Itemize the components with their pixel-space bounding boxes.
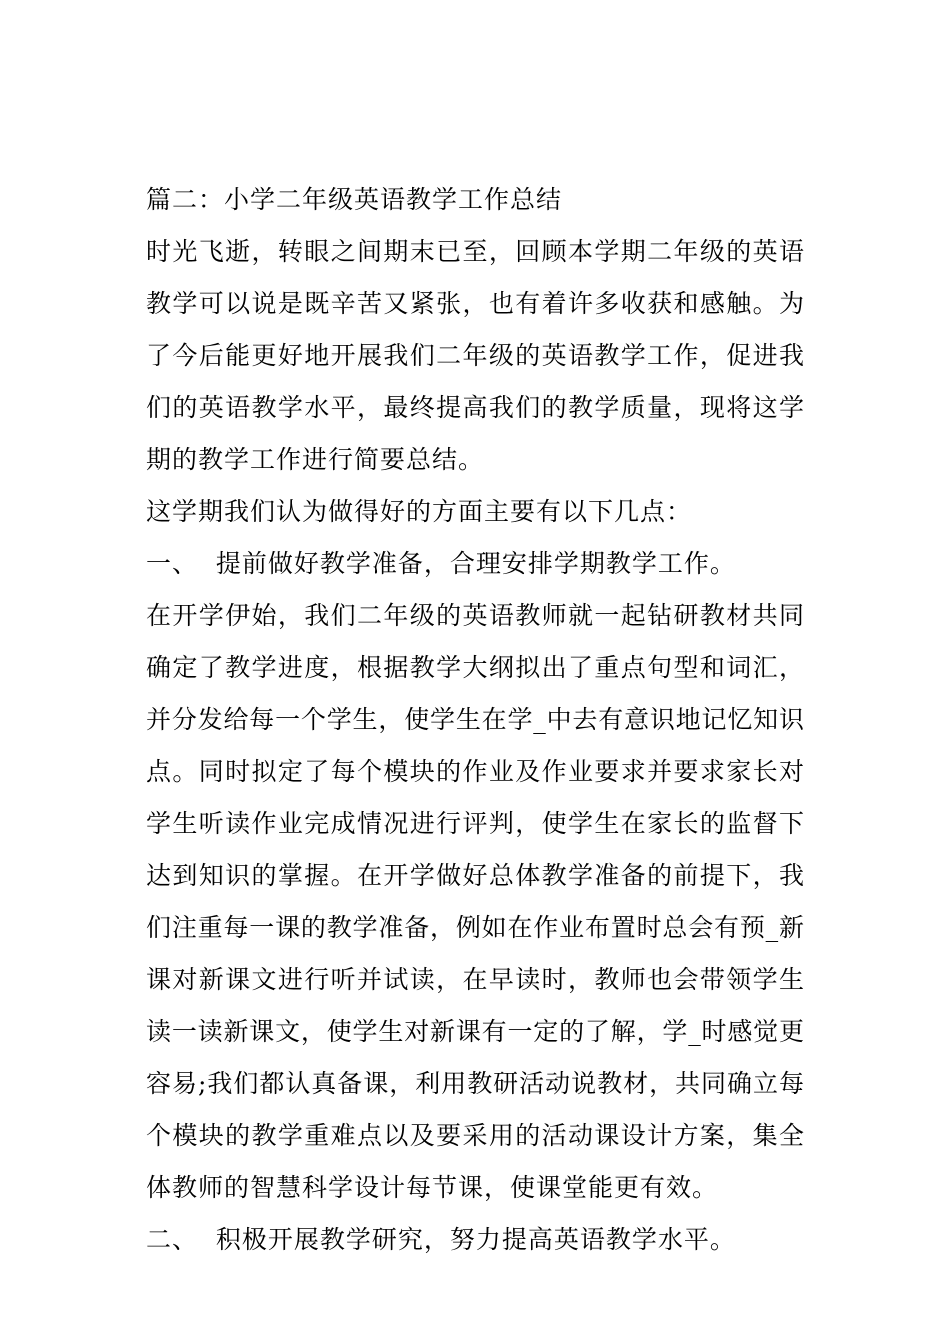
paragraph-line: 们注重每一课的教学准备，例如在作业布置时总会有预_新 xyxy=(146,913,804,942)
paragraph-line: 体教师的智慧科学设计每节课，使课堂能更有效。 xyxy=(146,1173,719,1202)
paragraph-line: 这学期我们认为做得好的方面主要有以下几点： xyxy=(146,497,693,526)
paragraph-line: 在开学伊始，我们二年级的英语教师就一起钻研教材共同 xyxy=(146,601,804,630)
paragraph-line: 个模块的教学重难点以及要采用的活动课设计方案，集全 xyxy=(146,1121,804,1150)
paragraph-line: 们的英语教学水平，最终提高我们的教学质量，现将这学 xyxy=(146,393,804,422)
section-heading: 二、 积极开展教学研究，努力提高英语教学水平。 xyxy=(146,1225,736,1254)
paragraph-line: 达到知识的掌握。在开学做好总体教学准备的前提下，我 xyxy=(146,861,804,890)
paragraph-line: 期的教学工作进行简要总结。 xyxy=(146,445,485,474)
paragraph-line: 时光飞逝，转眼之间期末已至，回顾本学期二年级的英语 xyxy=(146,237,804,266)
paragraph-line: 教学可以说是既辛苦又紧张，也有着许多收获和感触。为 xyxy=(146,289,804,318)
paragraph-line: 并分发给每一个学生，使学生在学_中去有意识地记忆知识 xyxy=(146,705,804,734)
document-title: 篇二：小学二年级英语教学工作总结 xyxy=(146,185,563,214)
paragraph-line: 点。同时拟定了每个模块的作业及作业要求并要求家长对 xyxy=(146,757,804,786)
section-heading: 一、 提前做好教学准备，合理安排学期教学工作。 xyxy=(146,549,736,578)
paragraph-line: 学生听读作业完成情况进行评判，使学生在家长的监督下 xyxy=(146,809,804,838)
paragraph-line: 读一读新课文，使学生对新课有一定的了解，学_时感觉更 xyxy=(146,1017,804,1046)
paragraph-line: 容易;我们都认真备课，利用教研活动说教材，共同确立每 xyxy=(146,1069,804,1098)
paragraph-line: 确定了教学进度，根据教学大纲拟出了重点句型和词汇， xyxy=(146,653,804,682)
paragraph-line: 了今后能更好地开展我们二年级的英语教学工作，促进我 xyxy=(146,341,804,370)
paragraph-line: 课对新课文进行听并试读，在早读时，教师也会带领学生 xyxy=(146,965,804,994)
